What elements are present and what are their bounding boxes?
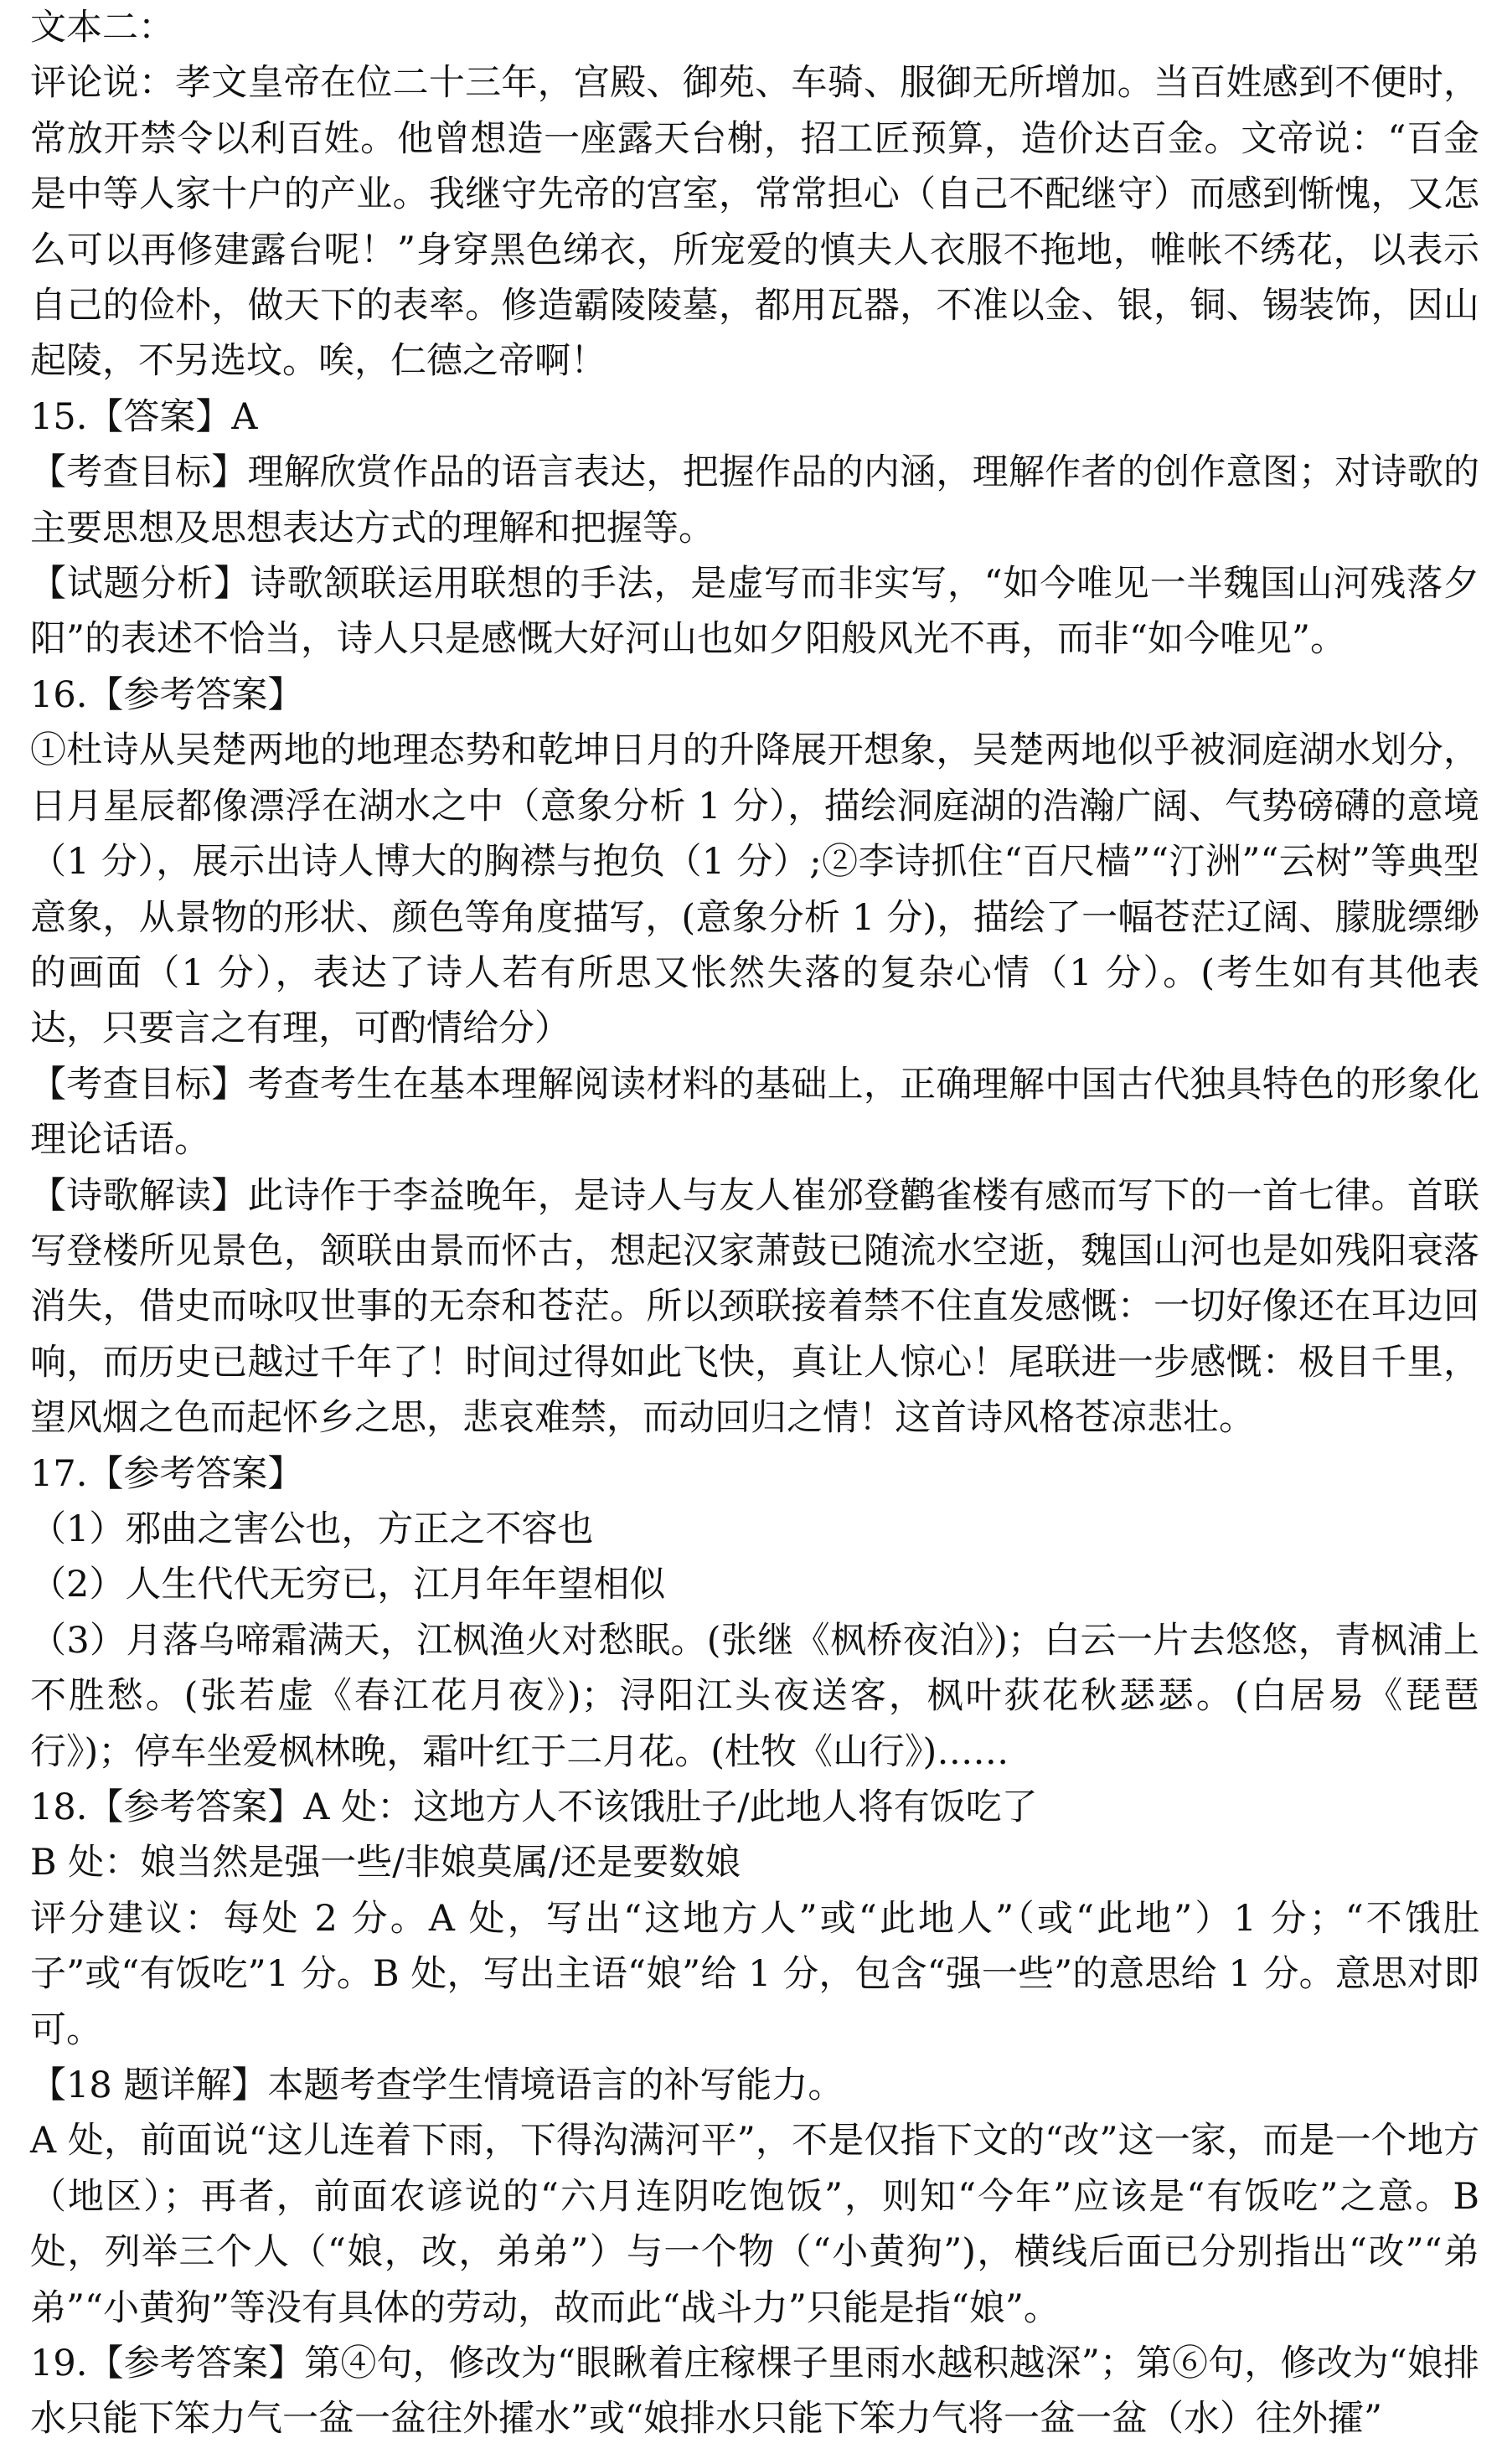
q18-scoring: 评分建议：每处 2 分。A 处，写出“这地方人”或“此地人”（或“此地”）1 分；“不饿肚子”或“有饭吃”1 分。B 处，写出主语“娘”给 1 分，包含“强一些”的意思给 1 分。意思对即可。: [30, 1897, 1479, 2051]
q19-answer: 19.【参考答案】第④句，修改为“眼瞅着庄稼棵子里雨水越积越深”；第⑥句，修改为“娘排水只能下笨力气一盆一盆往外攉水”或“娘排水只能下笨力气将一盆一盆（水）往外攉”: [30, 2343, 1479, 2441]
text-two-heading: 文本二：: [30, 7, 174, 49]
q16-poem-interpretation: 【诗歌解读】此诗作于李益晚年，是诗人与友人崔邠登鹳雀楼有感而写下的一首七律。首联写登楼所见景色，颔联由景而怀古，想起汉家萧鼓已随流水空逝，魏国山河也是如残阳衰落消失，借史而咏叹世事的无奈和苍茫。所以颈联接着禁不住直发感慨：一切好像还在耳边回响，而历史已越过千年了！时间过得如此飞快，真让人惊心！尾联进一步感慨：极目千里，望风烟之色而起怀乡之思，悲哀难禁，而动回归之情！这首诗风格苍凉悲壮。: [30, 1174, 1479, 1440]
q17-heading: 17.【参考答案】: [30, 1452, 304, 1495]
q17-item-2: （2）人生代代无穷已，江月年年望相似: [30, 1564, 666, 1606]
q15-analysis: 【试题分析】诗歌颔联运用联想的手法，是虚写而非实写，“如今唯见一半魏国山河残落夕阳”的表述不恰当，诗人只是感慨大好河山也如夕阳般风光不再，而非“如今唯见”。: [30, 563, 1479, 661]
q17-item-1: （1）邪曲之害公也，方正之不容也: [30, 1508, 594, 1550]
q15-objective: 【考查目标】理解欣赏作品的语言表达，把握作品的内涵，理解作者的创作意图；对诗歌的主要思想及思想表达方式的理解和把握等。: [30, 451, 1479, 549]
q18-answer-a: 18.【参考答案】A 处：这地方人不该饿肚子/此地人将有饭吃了: [30, 1786, 1038, 1828]
q18-answer-b: B 处：娘当然是强一些/非娘莫属/还是要数娘: [30, 1842, 741, 1884]
answer-document: [30, 0, 1479, 2447]
q16-answer: ①杜诗从吴楚两地的地理态势和乾坤日月的升降展开想象，吴楚两地似乎被洞庭湖水划分，日月星辰都像漂浮在湖水之中（意象分析 1 分），描绘洞庭湖的浩瀚广阔、气势磅礴的意境（1 分），展示出诗人博大的胸襟与抱负（1 分）;②李诗抓住“百尺樯”“汀洲”“云树”等典型意象，从景物的形状、颜色等角度描写，(意象分析 1 分)，描绘了一幅苍茫辽阔、朦胧缥缈的画面（1 分），表达了诗人若有所思又怅然失落的复杂心情（1 分）。(考生如有其他表达，只要言之有理，可酌情给分）: [30, 729, 1479, 1050]
q16-heading: 16.【参考答案】: [30, 673, 304, 716]
q16-objective: 【考查目标】考查考生在基本理解阅读材料的基础上，正确理解中国古代独具特色的形象化理论话语。: [30, 1063, 1479, 1162]
q18-detail-heading: 【18 题详解】本题考查学生情境语言的补写能力。: [30, 2065, 844, 2107]
q18-detail: A 处，前面说“这儿连着下雨，下得沟满河平”，不是仅指下文的“改”这一家，而是一个地方（地区）；再者，前面农谚说的“六月连阴吃饱饭”，则知“今年”应该是“有饭吃”之意。B 处，列举三个人（“娘，改，弟弟”）与一个物（“小黄狗”)，横线后面已分别指出“改”“弟弟”“小黄狗”等没有具体的劳动，故而此“战斗力”只能是指“娘”。: [30, 2120, 1479, 2329]
text-two-translation: 评论说：孝文皇帝在位二十三年，宫殿、御苑、车骑、服御无所增加。当百姓感到不便时，常放开禁令以利百姓。他曾想造一座露天台榭，招工匠预算，造价达百金。文帝说：“百金是中等人家十户的产业。我继守先帝的宫室，常常担心（自己不配继守）而感到惭愧，又怎么可以再修建露台呢！”身穿黑色绨衣，所宠爱的慎夫人衣服不拖地，帷帐不绣花，以表示自己的俭朴，做天下的表率。修造霸陵陵墓，都用瓦器，不准以金、银，铜、锡装饰，因山起陵，不另选坟。唉，仁德之帝啊！: [30, 62, 1479, 383]
q15-answer: 15.【答案】A: [30, 395, 258, 438]
q17-item-3: （3）月落乌啼霜满天，江枫渔火对愁眠。(张继《枫桥夜泊》)；白云一片去悠悠，青枫浦上不胜愁。(张若虚《春江花月夜》)；浔阳江头夜送客，枫叶荻花秋瑟瑟。(白居易《琵琶行》)；停车坐爱枫林晚，霜叶红于二月花。(杜牧《山行》)……: [30, 1619, 1479, 1773]
